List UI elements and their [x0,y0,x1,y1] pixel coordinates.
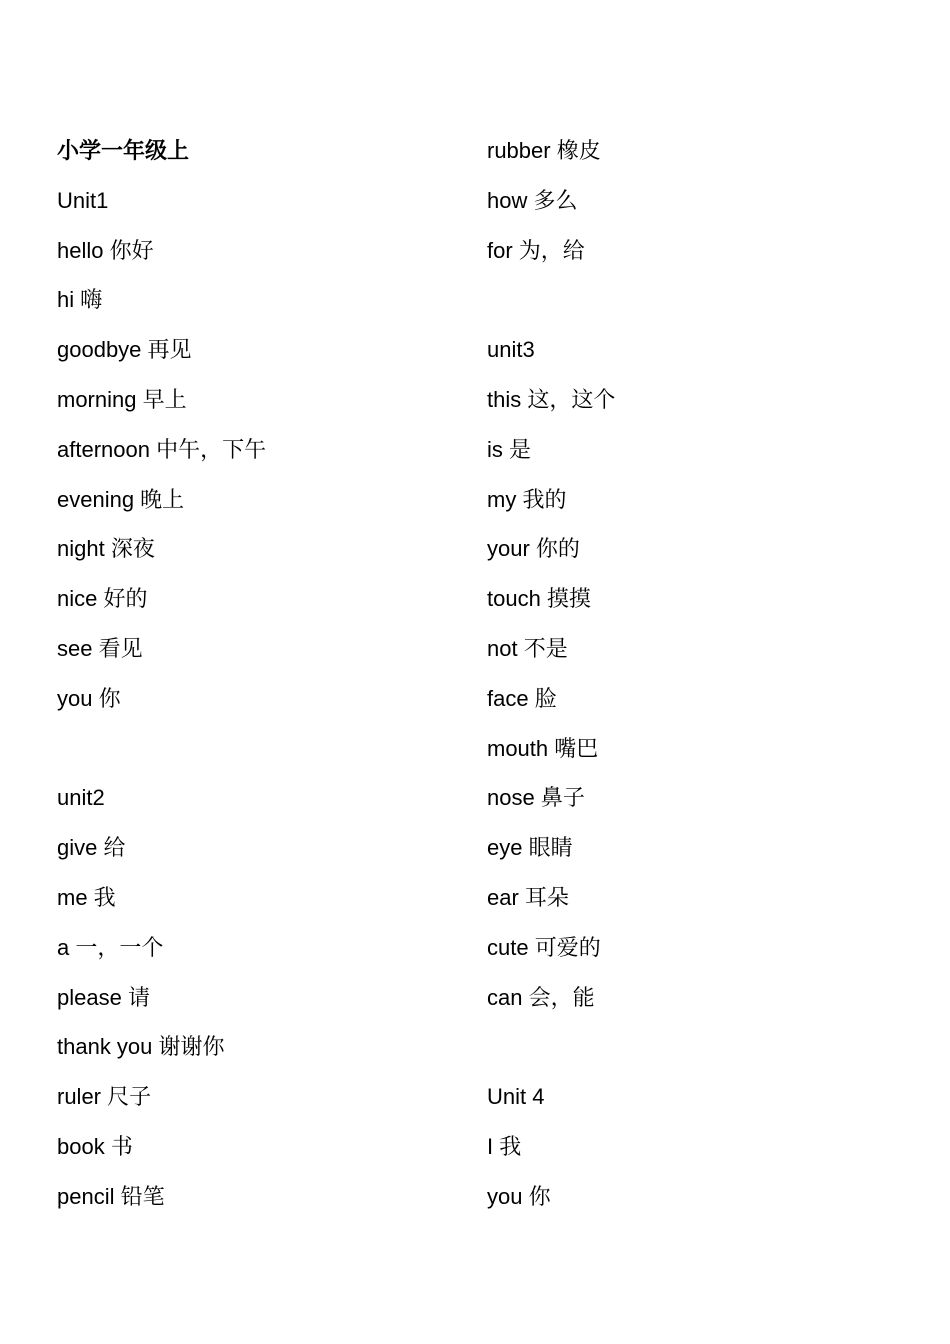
vocab-line: please 请 [57,984,150,1010]
vocab-line: morning 早上 [57,386,187,412]
vocab-line: nice 好的 [57,586,148,612]
vocab-line: unit2 [57,785,105,811]
vocab-line: Unit1 [57,187,109,213]
vocab-line: your 你的 [487,536,580,562]
blank-line [487,275,887,325]
vocab-line: me 我 [57,884,116,910]
vocab-line: night 深夜 [57,536,155,562]
vocab-line: can 会，能 [487,984,595,1010]
vocab-line: I 我 [487,1133,522,1159]
vocab-line: touch 摸摸 [487,586,591,612]
vocab-line: my 我的 [487,486,567,512]
vocab-line: you 你 [487,1183,551,1209]
vocab-line: Unit 4 [487,1084,545,1110]
vocab-line: see 看见 [57,635,143,661]
vocab-line: how 多么 [487,187,578,213]
blank-line [57,724,457,774]
vocab-line: book 书 [57,1133,133,1159]
vocab-line: unit3 [487,337,535,363]
document-title: 小学一年级上 [57,138,190,163]
vocab-line: hi 嗨 [57,287,103,313]
vocab-line: give 给 [57,835,126,861]
left-column [57,126,457,1222]
vocab-line: ear 耳朵 [487,884,569,910]
blank-line [487,1022,887,1072]
vocab-line: mouth 嘴巴 [487,735,599,761]
vocab-line: cute 可爱的 [487,934,601,960]
vocab-line: thank you 谢谢你 [57,1034,225,1060]
vocab-line: evening 晚上 [57,486,185,512]
vocab-line: for 为，给 [487,237,585,263]
vocab-line: this 这，这个 [487,386,616,412]
vocab-line: is 是 [487,436,532,462]
vocab-line: pencil 铅笔 [57,1183,165,1209]
vocab-line: afternoon 中午，下午 [57,436,267,462]
right-column [487,126,887,1222]
vocab-line: not 不是 [487,635,568,661]
vocab-line: face 脸 [487,685,557,711]
vocab-line: goodbye 再见 [57,337,192,363]
vocab-line: you 你 [57,685,121,711]
vocab-line: rubber 橡皮 [487,138,601,163]
vocab-line: hello 你好 [57,237,154,263]
vocab-line: eye 眼睛 [487,835,573,861]
vocab-line: a 一，一个 [57,934,164,960]
vocab-line: ruler 尺子 [57,1084,152,1110]
vocab-line: nose 鼻子 [487,785,585,811]
